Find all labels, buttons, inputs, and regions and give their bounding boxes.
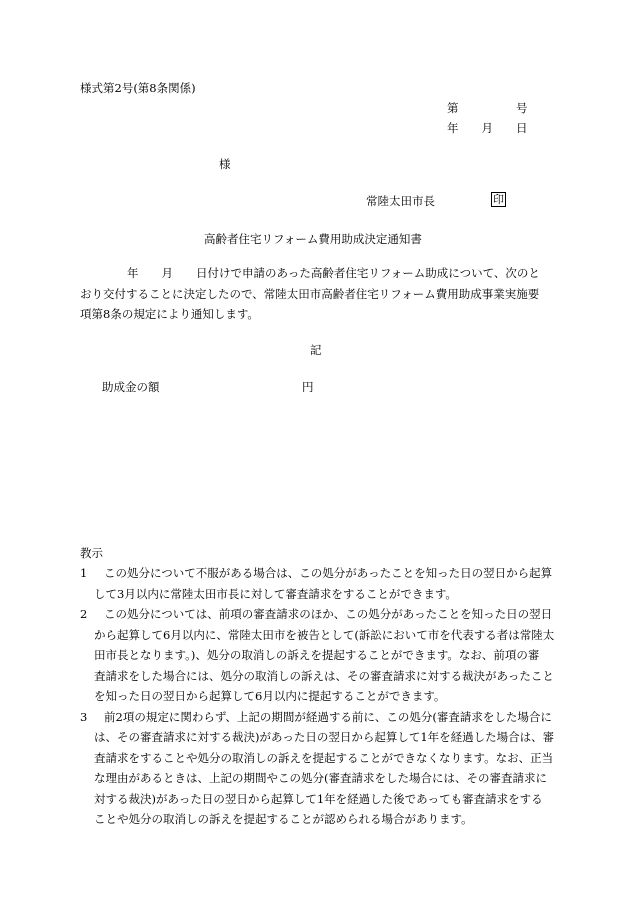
- document-title: 高齢者住宅リフォーム費用助成決定通知書: [204, 232, 422, 246]
- notice-item-number: 3: [80, 709, 88, 724]
- notice-item: [80, 707, 560, 830]
- notice-line: を知った日の翌日から起算して6月以内に提起することができます。: [94, 689, 446, 703]
- body-line: 項第8条の規定により通知します。: [80, 307, 259, 321]
- notice-line: から起算して6月以内に、常陸太田市を被告として(訴訟において市を代表する者は常陸太: [94, 627, 555, 642]
- form-label: 様式第2号(第8条関係): [80, 81, 196, 95]
- notice-title: 教示: [80, 546, 103, 560]
- amount-unit: 円: [302, 380, 314, 394]
- notice-item-number: 1: [80, 566, 88, 580]
- body-line: おり交付することに決定したので、常陸太田市高齢者住宅リフォーム費用助成事業実施要: [80, 286, 540, 301]
- addressee-suffix: 様: [219, 157, 231, 171]
- notice-line: 査請求をすることや処分の取消しの訴えを提起することができなくなります。なお、正当: [94, 750, 554, 765]
- body-line: 年 月 日付けで申請のあった高齢者住宅リフォーム助成について、次のと: [127, 266, 540, 280]
- notice-line: 田市長となります。)、処分の取消しの訴えを提起することができます。なお、前項の審: [94, 648, 540, 662]
- notice-item-text: [94, 604, 560, 707]
- notice-item-text: [94, 563, 560, 604]
- notice-line: この処分について不服がある場合は、この処分があったことを知った日の翌日から起算: [104, 566, 553, 580]
- notice-line: この処分については、前項の審査請求のほか、この処分があったことを知った日の翌日: [104, 607, 553, 621]
- amount-label: 助成金の額: [102, 380, 160, 394]
- ki-heading: 記: [310, 343, 322, 357]
- notice-line: して3月以内に常陸太田市長に対して審査請求をすることができます。: [94, 586, 457, 601]
- notice-line: 査請求をした場合には、処分の取消しの訴えは、その審査請求に対する裁決があったこと: [94, 668, 554, 683]
- document-date: 年 月 日: [447, 121, 528, 135]
- notice-item-text: [94, 707, 560, 830]
- notice-line: は、その審査請求に対する裁決)があった日の翌日から起算して1年を経過した場合は、審: [94, 730, 555, 744]
- notice-line: 対する裁決)があった日の翌日から起算して1年を経過した後であっても審査請求をする: [94, 791, 543, 806]
- body-paragraph: [80, 263, 560, 325]
- notice-item: [80, 563, 560, 604]
- notice-item: [80, 604, 560, 707]
- seal-mark: 印: [493, 193, 504, 206]
- notice-line: な理由があるときは、上記の期間やこの処分(審査請求をした場合には、その審査請求に: [94, 771, 547, 785]
- notice-item-number: 2: [80, 607, 88, 621]
- issuer-name: 常陸太田市長: [366, 194, 435, 208]
- document-number: 第 号: [447, 101, 528, 115]
- notice-section: [80, 543, 560, 830]
- notice-line: ことや処分の取消しの訴えを提起することが認められる場合があります。: [94, 812, 473, 826]
- notice-line: 前2項の規定に関わらず、上記の期間が経過する前に、この処分(審査請求をした場合に: [104, 709, 552, 724]
